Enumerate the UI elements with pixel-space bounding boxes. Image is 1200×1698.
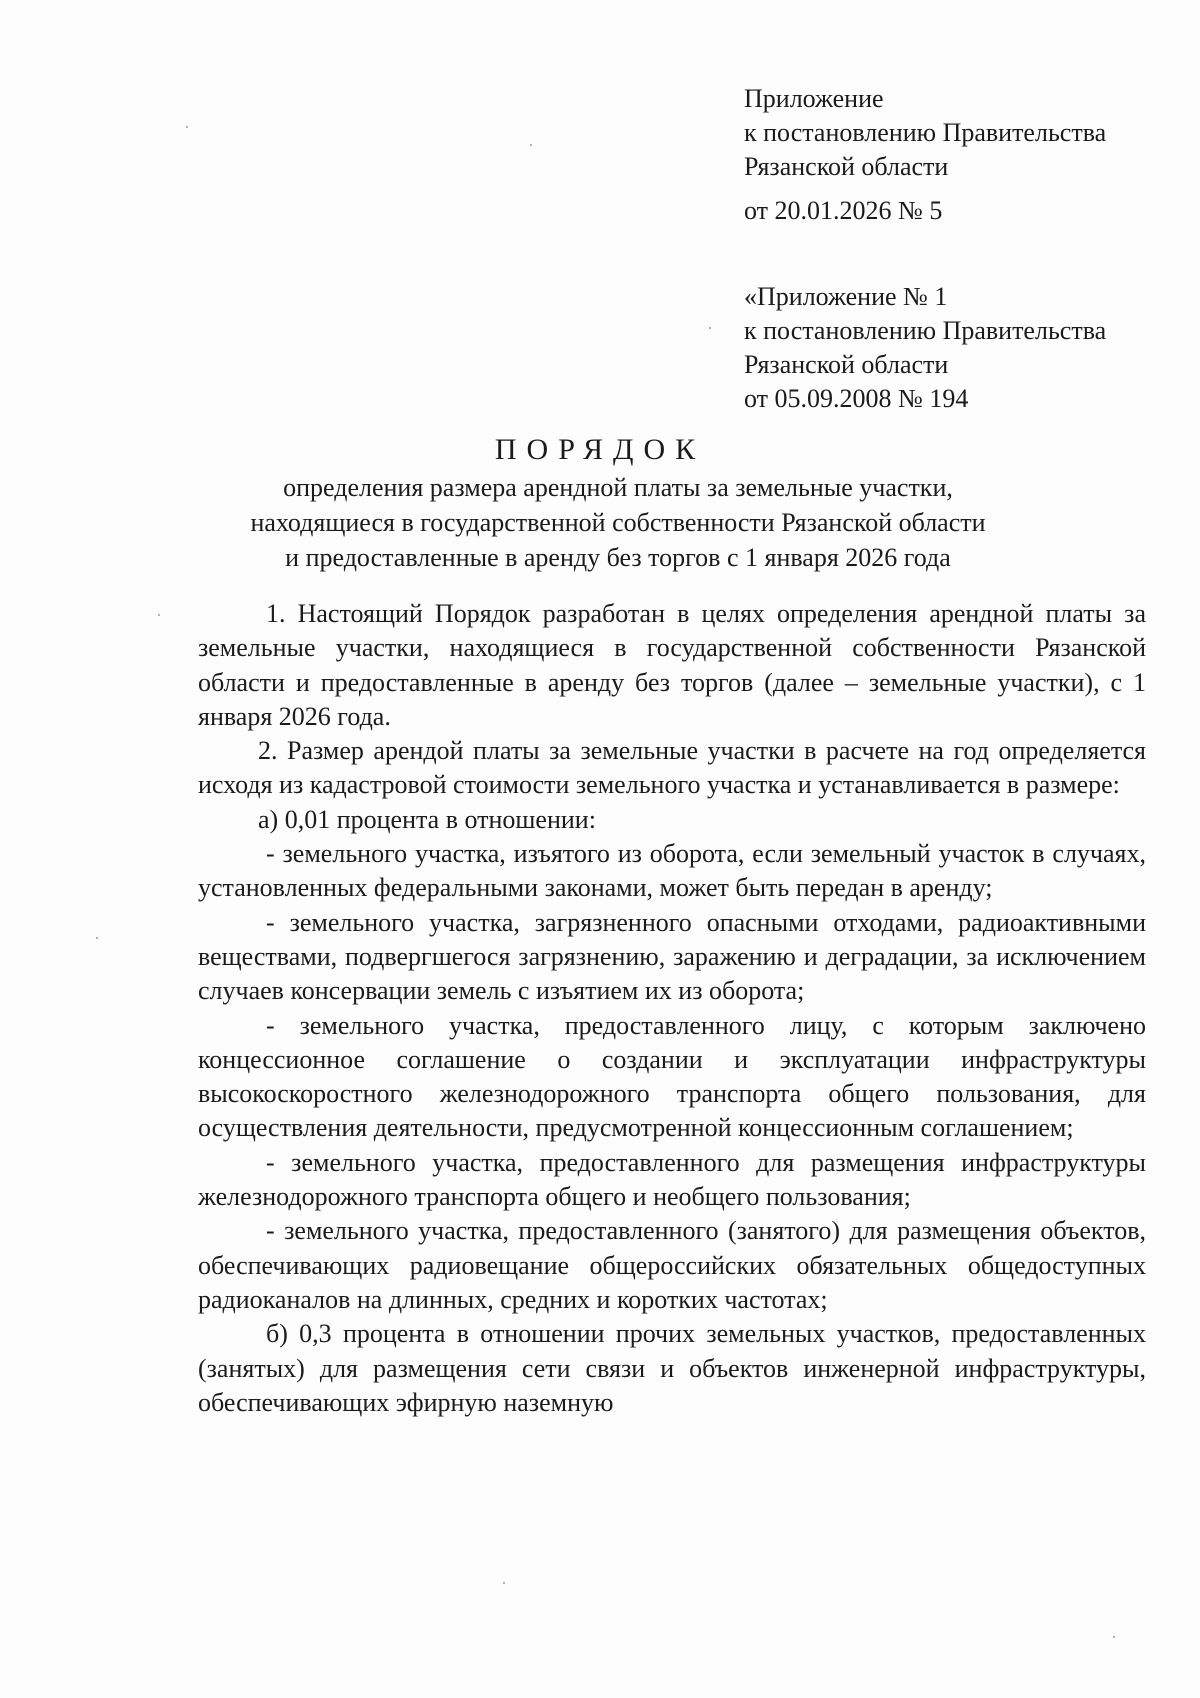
document-subtitle [200, 470, 1036, 575]
quoted-header-line3: Рязанской области [744, 350, 949, 379]
appendix-header-date: от 20.01.2026 № 5 [744, 196, 943, 225]
item-a-bullet: - земельного участка, предоставленного (занятого) для размещения объектов, обеспечивающих радиовещание общероссийских обязательных общедоступных радиоканалов на длинных, средних и коротких частотах; [198, 1216, 1146, 1314]
document-title: ПОРЯДОК [494, 433, 706, 466]
quoted-appendix-header [744, 280, 1164, 416]
quoted-header-line2: к постановлению Правительства [744, 316, 1107, 345]
item-a-bullet: - земельного участка, изъятого из оборота, если земельный участок в случаях, установленных федеральными законами, может быть передан в аренду; [198, 839, 1146, 903]
scan-speck [1113, 1636, 1115, 1638]
quoted-header-date: от 05.09.2008 № 194 [744, 384, 969, 413]
scan-speck [96, 937, 98, 939]
scan-speck [158, 614, 160, 616]
scan-speck [709, 327, 711, 329]
item-a-bullet: - земельного участка, предоставленного лицу, с которым заключено концессионное соглашение о создании и эксплуатации инфраструктуры высокоскоростного железнодорожного транспорта общего пользования, для осуществления деятельности, предусмотренной концессионным соглашением; [198, 1010, 1146, 1143]
appendix-header [744, 82, 1164, 228]
appendix-header-line2: к постановлению Правительства [744, 118, 1107, 147]
scan-speck [186, 126, 188, 128]
subtitle-line: и предоставленные в аренду без торгов с 1 января 2026 года [285, 543, 951, 572]
item-b: б) 0,3 процента в отношении прочих земельных участков, предоставленных (занятых) для размещения сети связи и объектов инженерной инфраструктуры, обеспечивающих эфирную наземную [198, 1319, 1146, 1417]
appendix-header-line1: Приложение [744, 84, 884, 113]
scan-speck [530, 144, 532, 146]
paragraph-1: 1. Настоящий Порядок разработан в целях определения арендной платы за земельные участки, находящиеся в государственной собственности Рязанской области и предоставленные в аренду без торгов (далее – земельные участки), с 1 января 2026 года. [198, 599, 1146, 731]
quoted-header-line1: «Приложение № 1 [744, 282, 948, 311]
scan-speck [503, 1582, 505, 1584]
item-a-bullet: - земельного участка, предоставленного для размещения инфраструктуры железнодорожного транспорта общего и необщего пользования; [198, 1147, 1146, 1212]
appendix-header-line3: Рязанской области [744, 152, 949, 181]
item-a: а) 0,01 процента в отношении: [258, 804, 596, 834]
document-body [198, 597, 1146, 1420]
subtitle-line: находящиеся в государственной собственности Рязанской области [250, 508, 986, 537]
subtitle-line: определения размера арендной платы за земельные участки, [283, 473, 953, 502]
item-a-bullet: - земельного участка, загрязненного опасными отходами, радиоактивными веществами, подвергшегося загрязнению, заражению и деградации, за исключением случаев консервации земель с изъятием их из оборота; [198, 907, 1146, 1006]
paragraph-2: 2. Размер арендой платы за земельные участки в расчете на год определяется исходя из кадастровой стоимости земельного участка и устанавливается в размере: [198, 736, 1146, 800]
